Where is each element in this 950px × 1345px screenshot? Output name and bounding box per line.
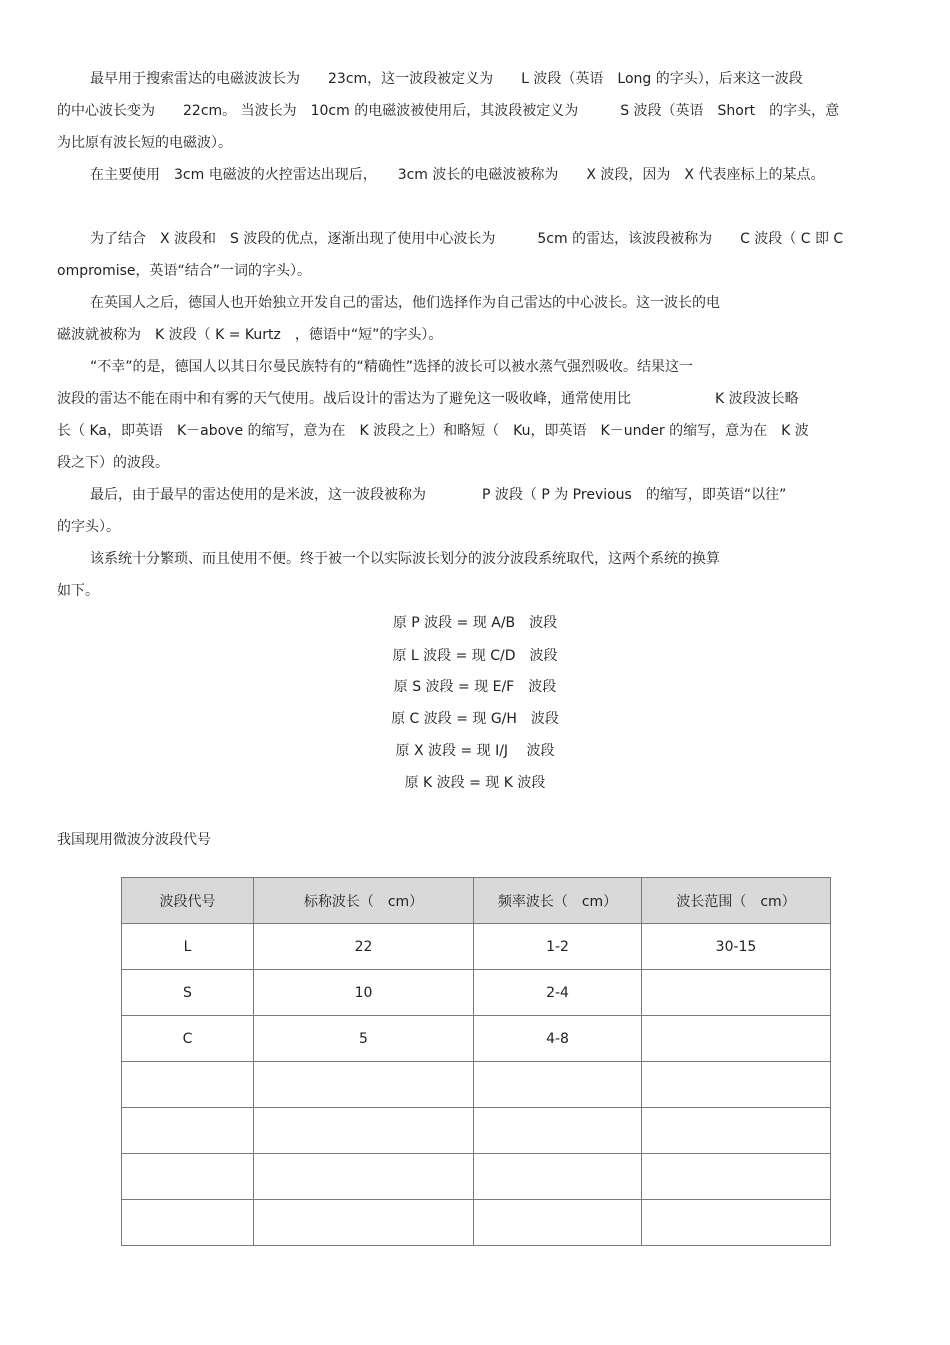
paragraph-line: 的中心波长变为 22cm。 当波长为 10cm 的电磁波被使用后，其波段被定义为 S 波段（英语 Short 的字头，意	[57, 103, 840, 119]
paragraph-line: ompromise，英语“结合”一词的字头）。	[57, 263, 312, 279]
table-cell	[254, 1154, 474, 1200]
table-row	[122, 1062, 831, 1108]
table-cell: 10	[254, 970, 474, 1016]
table-row	[122, 1154, 831, 1200]
table-cell	[254, 1200, 474, 1246]
table-cell	[474, 1154, 642, 1200]
paragraph-line: 如下。	[57, 583, 99, 599]
table-cell: 2-4	[474, 970, 642, 1016]
paragraph-line: 的字头）。	[57, 519, 120, 535]
table-row	[122, 1108, 831, 1154]
paragraph-line: 该系统十分繁琐、而且使用不便。终于被一个以实际波长划分的波分波段系统取代，这两个系统的换算	[90, 551, 720, 567]
paragraph-line: 最早用于搜索雷达的电磁波波长为 23cm，这一波段被定义为 L 波段（英语 Long 的字头），后来这一波段	[90, 71, 803, 87]
table-header-row	[122, 878, 831, 924]
paragraph-line: 最后，由于最早的雷达使用的是米波，这一波段被称为 P 波段（ P 为 Previous 的缩写，即英语“以往”	[90, 487, 787, 503]
table-cell	[474, 1062, 642, 1108]
table-cell	[474, 1108, 642, 1154]
table-cell	[642, 1200, 831, 1246]
header-band-code: 波段代号	[122, 878, 254, 924]
table-row	[122, 924, 831, 970]
table-cell	[642, 1062, 831, 1108]
table-cell	[642, 1016, 831, 1062]
conversion-line: 原 L 波段 = 现 C/D 波段	[392, 648, 558, 664]
table-cell	[642, 1154, 831, 1200]
table-cell	[122, 1154, 254, 1200]
table-row	[122, 1016, 831, 1062]
conversion-line: 原 S 波段 = 现 E/F 波段	[393, 679, 557, 695]
table-cell	[642, 1108, 831, 1154]
table-cell: 22	[254, 924, 474, 970]
paragraph-line: 在主要使用 3cm 电磁波的火控雷达出现后， 3cm 波长的电磁波被称为 X 波段，因为 X 代表座标上的某点。	[90, 167, 825, 183]
table-cell	[254, 1108, 474, 1154]
band-table	[121, 877, 831, 1246]
table-row	[122, 970, 831, 1016]
table-cell	[122, 1062, 254, 1108]
paragraph-line: 在英国人之后，德国人也开始独立开发自己的雷达，他们选择作为自己雷达的中心波长。这一波长的电	[90, 295, 720, 311]
paragraph-line: 段之下）的波段。	[57, 455, 169, 471]
table-cell	[642, 970, 831, 1016]
table-cell: S	[122, 970, 254, 1016]
conversion-line: 原 C 波段 = 现 G/H 波段	[391, 711, 559, 727]
table-caption: 我国现用微波分波段代号	[57, 832, 211, 848]
table-cell: 5	[254, 1016, 474, 1062]
table-cell: L	[122, 924, 254, 970]
table-cell	[254, 1062, 474, 1108]
table-cell: 30-15	[642, 924, 831, 970]
header-wavelength-range: 波长范围（ cm）	[642, 878, 831, 924]
conversion-line: 原 P 波段 = 现 A/B 波段	[392, 615, 558, 631]
conversion-line: 原 K 波段 = 现 K 波段	[404, 775, 546, 791]
paragraph-line: 为比原有波长短的电磁波）。	[57, 135, 232, 151]
table-cell: 4-8	[474, 1016, 642, 1062]
table-cell	[122, 1200, 254, 1246]
header-frequency-wavelength: 频率波长（ cm）	[474, 878, 642, 924]
paragraph-line: 长（ Ka，即英语 K－above 的缩写，意为在 K 波段之上）和略短（ Ku，即英语 K－under 的缩写，意为在 K 波	[57, 423, 809, 439]
conversion-line: 原 X 波段 = 现 I/J 波段	[395, 743, 555, 759]
paragraph-line: “不幸”的是，德国人以其日尔曼民族特有的“精确性”选择的波长可以被水蒸气强烈吸收。结果这一	[90, 359, 694, 375]
table-row	[122, 1200, 831, 1246]
paragraph-line: 磁波就被称为 K 波段（ K = Kurtz ，德语中“短”的字头）。	[57, 327, 443, 343]
table-cell	[122, 1108, 254, 1154]
header-nominal-wavelength: 标称波长（ cm）	[254, 878, 474, 924]
paragraph-line: 为了结合 X 波段和 S 波段的优点，逐渐出现了使用中心波长为 5cm 的雷达，该波段被称为 C 波段（ C 即 C	[90, 231, 844, 247]
table-cell	[474, 1200, 642, 1246]
paragraph-line: 波段的雷达不能在雨中和有雾的天气使用。战后设计的雷达为了避免这一吸收峰，通常使用比 K 波段波长略	[57, 391, 799, 407]
table-cell: C	[122, 1016, 254, 1062]
table-cell: 1-2	[474, 924, 642, 970]
